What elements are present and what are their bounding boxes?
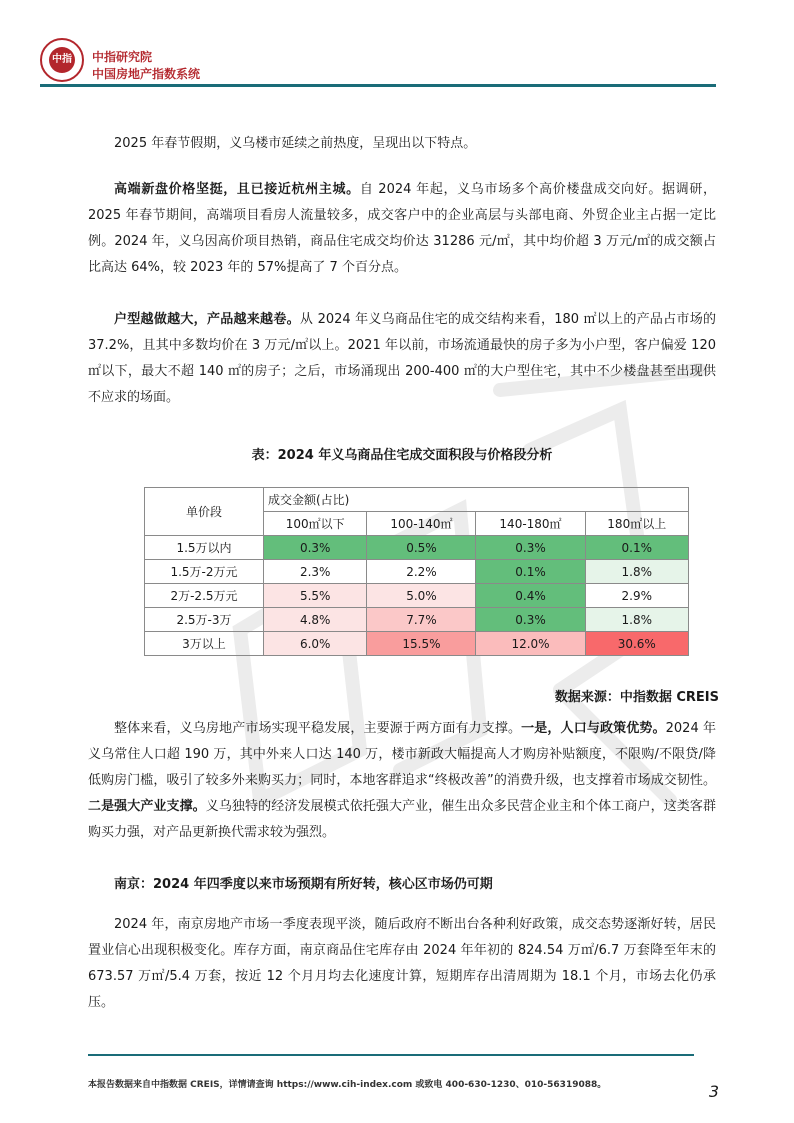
table-row xyxy=(145,608,689,632)
table-cell: 0.1% xyxy=(476,560,585,584)
paragraph-high-end: 高端新盘价格坚挺，且已接近杭州主城。自 2024 年起，义乌市场多个高价楼盘成交向好。据调研，2025 年春节期间，高端项目看房人流量较多，成交客户中的企业高层与头部电商、外贸企业主占据一定比例。2024 年，义乌因高价项目热销，商品住宅成交均价达 31286 元/㎡，其中均价超 3 万元/㎡的成交额占比高达 64%，较 2023 年的 57%提高了 7 个百分点。 xyxy=(88,182,716,275)
column-header: 100㎡以下 xyxy=(264,512,367,536)
page-header xyxy=(40,38,716,84)
column-header: 100-140㎡ xyxy=(367,512,476,536)
table-cell: 15.5% xyxy=(367,632,476,656)
footer-divider xyxy=(88,1054,694,1056)
table-cell: 0.3% xyxy=(476,608,585,632)
row-header-label: 单价段 xyxy=(145,488,264,536)
table-cell: 2.2% xyxy=(367,560,476,584)
table-row xyxy=(145,584,689,608)
page-number: 3 xyxy=(708,1082,719,1101)
table-row xyxy=(145,560,689,584)
paragraph-lead: 高端新盘价格坚挺，且已接近杭州主城。 xyxy=(114,182,360,197)
table-cell: 5.0% xyxy=(367,584,476,608)
logo xyxy=(40,38,84,82)
column-header: 140-180㎡ xyxy=(476,512,585,536)
column-header: 180㎡以上 xyxy=(585,512,688,536)
row-label: 3万以上 xyxy=(145,632,264,656)
row-label: 2万-2.5万元 xyxy=(145,584,264,608)
row-label: 2.5万-3万 xyxy=(145,608,264,632)
group-header: 成交金额(占比) xyxy=(264,488,689,512)
paragraph-unit-size: 户型越做越大，产品越来越卷。从 2024 年义乌商品住宅的成交结构来看，180 ㎡以上的产品占市场的 37.2%，且其中多数均价在 3 万元/㎡以上。2021 年以前，市场流通最快的房子多为小户型，客户偏爱 120 ㎡以下，最大不超 140 ㎡的房子；之后，市场涌现出 200-400 ㎡的大户型住宅，其中不少楼盘甚至出现供不应求的场面。 xyxy=(88,312,716,405)
table-row xyxy=(145,632,689,656)
logo-text: 中指 xyxy=(49,47,75,73)
table-body xyxy=(145,536,689,656)
table-cell: 2.3% xyxy=(264,560,367,584)
data-source: 数据来源：中指数据 CREIS xyxy=(554,690,719,705)
header-divider xyxy=(40,84,716,87)
row-label: 1.5万-2万元 xyxy=(145,560,264,584)
table-cell: 1.8% xyxy=(585,608,688,632)
table-cell: 12.0% xyxy=(476,632,585,656)
footer-note: 本报告数据来自中指数据 CREIS，详情请查询 https://www.cih-index.com 或致电 400-630-1230、010-56319088。 xyxy=(88,1080,607,1090)
paragraph-summary: 整体来看，义乌房地产市场实现平稳发展，主要源于两方面有力支撑。一是，人口与政策优势。2024 年义乌常住人口超 190 万，其中外来人口达 140 万，楼市新政大幅提高人才购房补贴额度，不限购/不限贷/降低购房门槛，吸引了较多外来购买力；同时，本地客群追求“终极改善”的消费升级，也支撑着市场成交韧性。二是强大产业支撑。义乌独特的经济发展模式依托强大产业，催生出众多民营企业主和个体工商户，这类客群购买力强，对产品更新换代需求较为强烈。 xyxy=(88,721,716,840)
paragraph-nanjing: 2024 年，南京房地产市场一季度表现平淡，随后政府不断出台各种利好政策，成交态势逐渐好转，居民置业信心出现积极变化。库存方面，南京商品住宅库存由 2024 年年初的 824.54 万㎡/6.7 万套降至年末的 673.57 万㎡/5.4 万套，按近 12 个月月均去化速度计算，短期库存出清周期为 18.1 个月，市场去化仍承压。 xyxy=(88,917,716,1010)
table-cell: 7.7% xyxy=(367,608,476,632)
table-cell: 4.8% xyxy=(264,608,367,632)
org-name: 中指研究院 xyxy=(92,50,153,64)
row-label: 1.5万以内 xyxy=(145,536,264,560)
org-subtitle: 中国房地产指数系统 xyxy=(92,67,201,81)
table-row xyxy=(145,536,689,560)
table-cell: 0.4% xyxy=(476,584,585,608)
table-cell: 0.1% xyxy=(585,536,688,560)
table-cell: 0.3% xyxy=(264,536,367,560)
table-cell: 1.8% xyxy=(585,560,688,584)
table-title: 表：2024 年义乌商品住宅成交面积段与价格段分析 xyxy=(251,448,553,463)
table-cell: 5.5% xyxy=(264,584,367,608)
data-table xyxy=(144,487,689,656)
paragraph-intro: 2025 年春节假期，义乌楼市延续之前热度，呈现出以下特点。 xyxy=(114,136,477,151)
table-cell: 30.6% xyxy=(585,632,688,656)
table-cell: 2.9% xyxy=(585,584,688,608)
table-cell: 0.5% xyxy=(367,536,476,560)
table-cell: 0.3% xyxy=(476,536,585,560)
table-cell: 6.0% xyxy=(264,632,367,656)
section-heading-nanjing: 南京：2024 年四季度以来市场预期有所好转，核心区市场仍可期 xyxy=(114,877,493,892)
paragraph-lead: 户型越做越大，产品越来越卷。 xyxy=(114,312,300,327)
